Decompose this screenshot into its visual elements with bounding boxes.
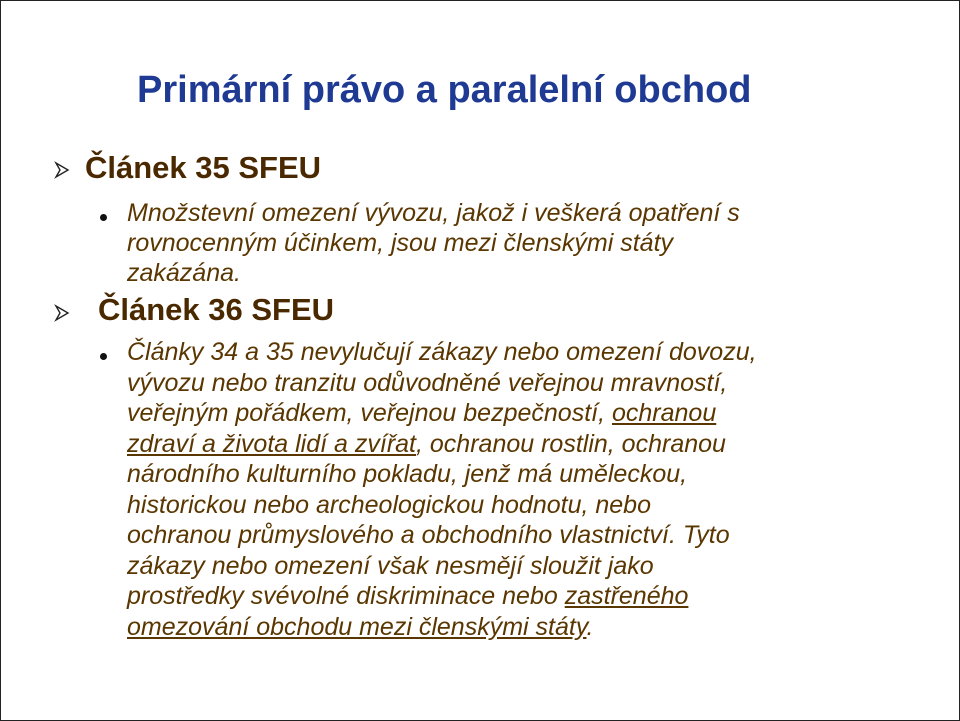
underlined-text: zastřeného bbox=[564, 582, 689, 610]
text-line: rovnocenným účinkem, jsou mezi členskými státy bbox=[127, 229, 674, 257]
underlined-text: omezování obchodu mezi členskými státy bbox=[127, 612, 587, 641]
text-line bbox=[127, 398, 757, 429]
text-segment: prostředky svévolné diskriminace nebo bbox=[127, 582, 565, 610]
article-36-text bbox=[127, 337, 757, 642]
dot-bullet-icon bbox=[100, 353, 107, 360]
arrow-bullet-icon bbox=[53, 304, 71, 322]
text-segment: , ochranou rostlin, ochranou bbox=[416, 429, 726, 458]
section-heading-article-36: Článek 36 SFEU bbox=[98, 292, 335, 327]
section-heading-article-35: Článek 35 SFEU bbox=[85, 150, 322, 185]
text-segment: veřejným pořádkem, veřejnou bezpečností, bbox=[127, 399, 612, 427]
article-35-text bbox=[127, 198, 740, 288]
arrow-bullet-icon bbox=[53, 161, 71, 179]
text-line bbox=[127, 581, 757, 612]
text-line: historickou nebo archeologickou hodnotu, nebo bbox=[127, 490, 651, 519]
text-line: zákazy nebo omezení však nesmějí sloužit jako bbox=[127, 551, 654, 580]
text-line: národního kulturního pokladu, jenž má uměleckou, bbox=[127, 460, 688, 488]
text-line bbox=[127, 429, 757, 460]
text-line bbox=[127, 612, 757, 643]
underlined-text: ochranou bbox=[611, 399, 717, 427]
text-line: zakázána. bbox=[127, 259, 241, 287]
page-title: Primární právo a paralelní obchod bbox=[137, 69, 752, 111]
text-line: Množstevní omezení vývozu, jakož i veškerá opatření s bbox=[127, 199, 740, 227]
dot-bullet-icon bbox=[100, 214, 107, 221]
text-line: vývozu nebo tranzitu odůvodněné veřejnou mravností, bbox=[127, 368, 728, 397]
text-line: ochranou průmyslového a obchodního vlastnictví. Tyto bbox=[127, 521, 730, 549]
text-line: Články 34 a 35 nevylučují zákazy nebo omezení dovozu, bbox=[127, 338, 757, 366]
text-segment: . bbox=[586, 612, 594, 641]
underlined-text: zdraví a života lidí a zvířat bbox=[127, 429, 417, 458]
